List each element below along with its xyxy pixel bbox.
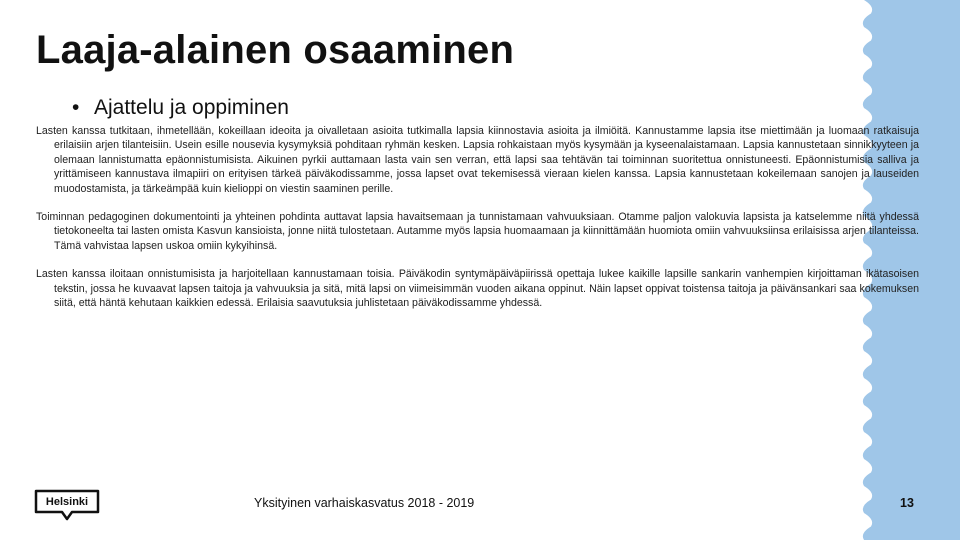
bullet-text: Ajattelu ja oppiminen bbox=[94, 96, 289, 119]
helsinki-logo bbox=[34, 489, 100, 521]
slide-title: Laaja-alainen osaaminen bbox=[36, 28, 515, 72]
paragraph-2: Toiminnan pedagoginen dokumentointi ja yhteinen pohdinta auttavat lapsia havaitsemaan ja tunnistamaan vahvuuksiaan. Otamme paljon valokuvia lapsista ja katselemme niitä yhdessä tietokoneelta tai lasten omista Kasvun kansioista, jonne niitä tulostetaan. Autamme myös lapsia huomaamaan ja kiinnittämään huomiota omiin vahvuuksiinsa erilaisissa arjen tilanteissa. Tämä vahvistaa lapsen uskoa omiin kykyihinsä. bbox=[36, 211, 919, 252]
logo-text: Helsinki bbox=[45, 496, 89, 508]
slide-body bbox=[36, 124, 919, 324]
page-number: 13 bbox=[900, 496, 914, 510]
footer-text: Yksityinen varhaiskasvatus 2018 - 2019 bbox=[254, 496, 475, 510]
paragraph-3: Lasten kanssa iloitaan onnistumisista ja harjoitellaan kannustamaan toisia. Päiväkodin syntymäpäiväpiirissä opettaja lukee kaikille lapsille sankarin vanhempien kirjoittaman ikätasoisen tekstin, jossa he kuvaavat lapsen taitoja ja vahvuuksia ja sitä, mitä lapsi on viimeisimmän vuoden aikana oppinut. Näin lapset oppivat toistensa taitoja ja päivänsankari saa kokemuksen siitä, että häntä kehutaan kaikkien edessä. Erilaisia saavutuksia juhlistetaan päiväkodissamme yhdessä. bbox=[36, 268, 919, 310]
paragraph-1: Lasten kanssa tutkitaan, ihmetellään, kokeillaan ideoita ja oivalletaan asioita tutkimalla lapsia kiinnostavia asioita ja ilmiöitä. Kannustamme lapsia itse miettimään ja luomaan ratkaisuja erilaisiin arjen tilanteisiin. Usein esille nousevia kysymyksiä pohditaan ryhmän kesken. Lapsia rohkaistaan myös kysymään ja kyseenalaistamaan. Lapsia kannustetaan sinnikkyyteen ja olemaan lannistumatta epäonnistumisista. Aikuinen pyrkii auttamaan lasta vain sen verran, että lapsi saa tehtävän tai toiminnan suoritettua onnistuneesti. Epäonnistumisia salliva ja yrittämiseen kannustava ilmapiiri on erityisen tärkeä päiväkodissamme, jossa lapset ovat tekemisessä vieraan kielen kanssa. Lapsia kannustetaan kokeilemaan sanojen ja lauseiden muodostamista, ja tärkeämpää kuin kielioppi on viestin saaminen perille. bbox=[36, 125, 919, 195]
bullet-marker: • bbox=[72, 96, 80, 119]
bullet-heading bbox=[72, 96, 289, 120]
